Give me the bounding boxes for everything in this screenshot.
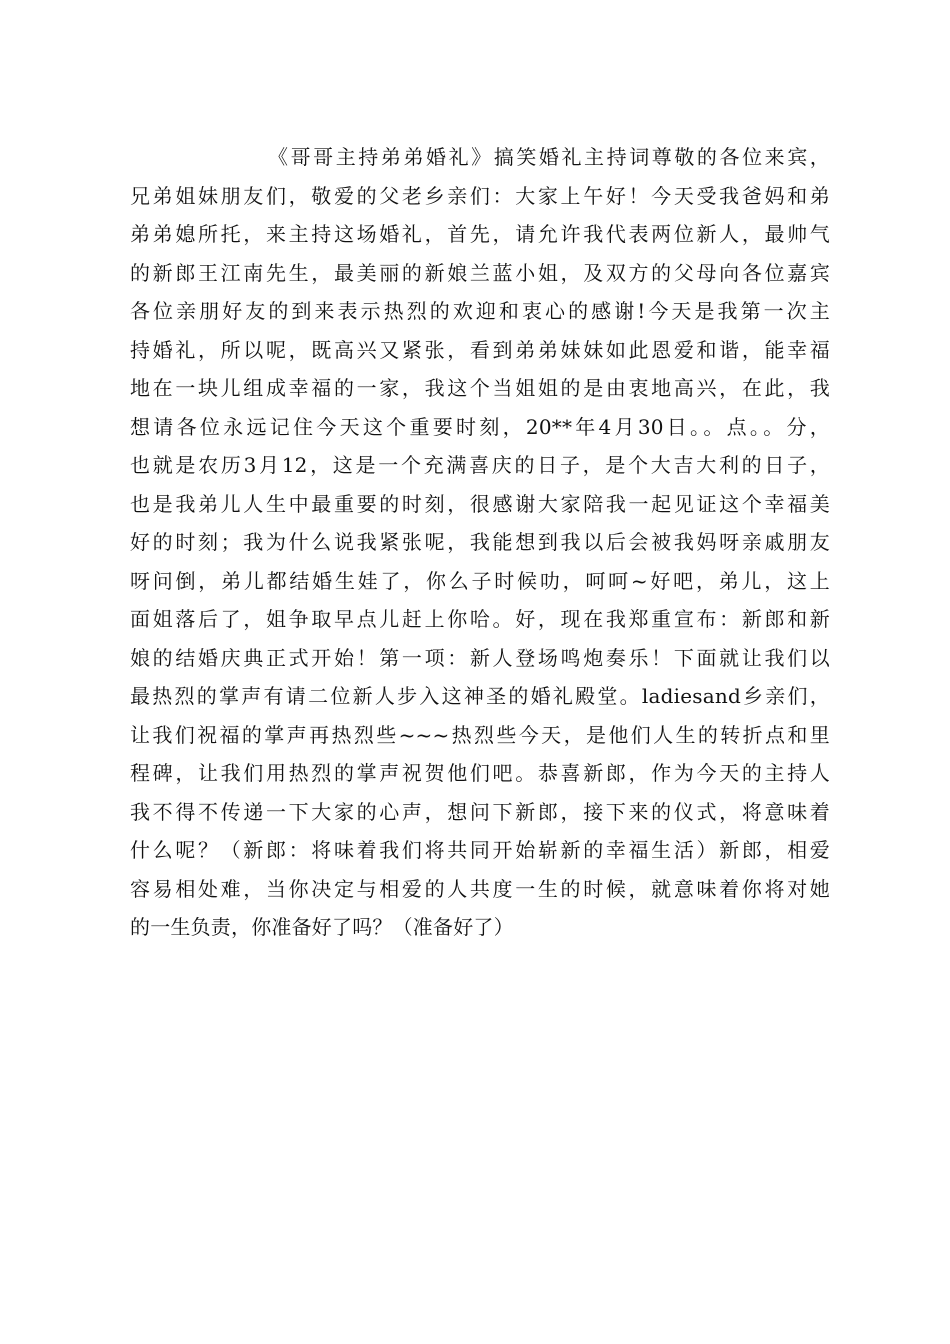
text-line: 我不得不传递一下大家的心声，想问下新郎，接下来的仪式，将意味着 [130, 799, 830, 824]
text-line: 持婚礼，所以呢，既高兴又紧张，看到弟弟妹妹如此恩爱和谐，能幸福 [130, 337, 830, 362]
text-line: 各位亲朋好友的到来表示热烈的欢迎和衷心的感谢!今天是我第一次主 [130, 299, 830, 323]
text-line: 的新郎王江南先生，最美丽的新娘兰蓝小姐，及双方的父母向各位嘉宾 [130, 260, 830, 285]
text-line: 也就是农历3月12，这是一个充满喜庆的日子，是个大吉大利的日子， [130, 453, 830, 477]
text-line: 最热烈的掌声有请二位新人步入这神圣的婚礼殿堂。ladiesand乡亲们， [130, 684, 830, 708]
text-line: 什么呢？（新郎：将味着我们将共同开始崭新的幸福生活）新郎，相爱 [130, 838, 830, 862]
text-line: 让我们祝福的掌声再热烈些~~~热烈些今天，是他们人生的转折点和里 [130, 722, 830, 747]
text-line: 容易相处难，当你决定与相爱的人共度一生的时候，就意味着你将对她 [130, 876, 830, 901]
body-text [130, 138, 830, 947]
text-line: 的一生负责，你准备好了吗？（准备好了） [130, 915, 514, 939]
text-line: 面姐落后了，姐争取早点儿赶上你哈。好，现在我郑重宣布：新郎和新 [130, 607, 830, 631]
text-line: 地在一块儿组成幸福的一家，我这个当姐姐的是由衷地高兴，在此，我 [130, 376, 830, 400]
text-line: 娘的结婚庆典正式开始！第一项：新人登场鸣炮奏乐！下面就让我们以 [130, 645, 830, 670]
text-line: 好的时刻；我为什么说我紧张呢，我能想到我以后会被我妈呀亲戚朋友 [130, 530, 830, 554]
text-line: 兄弟姐妹朋友们，敬爱的父老乡亲们：大家上午好！今天受我爸妈和弟 [130, 183, 830, 208]
text-line: 程碑，让我们用热烈的掌声祝贺他们吧。恭喜新郎，作为今天的主持人 [130, 761, 830, 785]
text-line: 呀问倒，弟儿都结婚生娃了，你么子时候叻，呵呵~好吧，弟儿，这上 [130, 568, 830, 593]
text-line: 弟弟媳所托，来主持这场婚礼，首先，请允许我代表两位新人，最帅气 [130, 222, 830, 246]
text-line: 想请各位永远记住今天这个重要时刻，20**年4月30日。。点。。分， [130, 414, 830, 439]
text-line: 《哥哥主持弟弟婚礼》搞笑婚礼主持词尊敬的各位来宾， [268, 145, 830, 169]
text-line: 也是我弟儿人生中最重要的时刻，很感谢大家陪我一起见证这个幸福美 [130, 491, 830, 516]
